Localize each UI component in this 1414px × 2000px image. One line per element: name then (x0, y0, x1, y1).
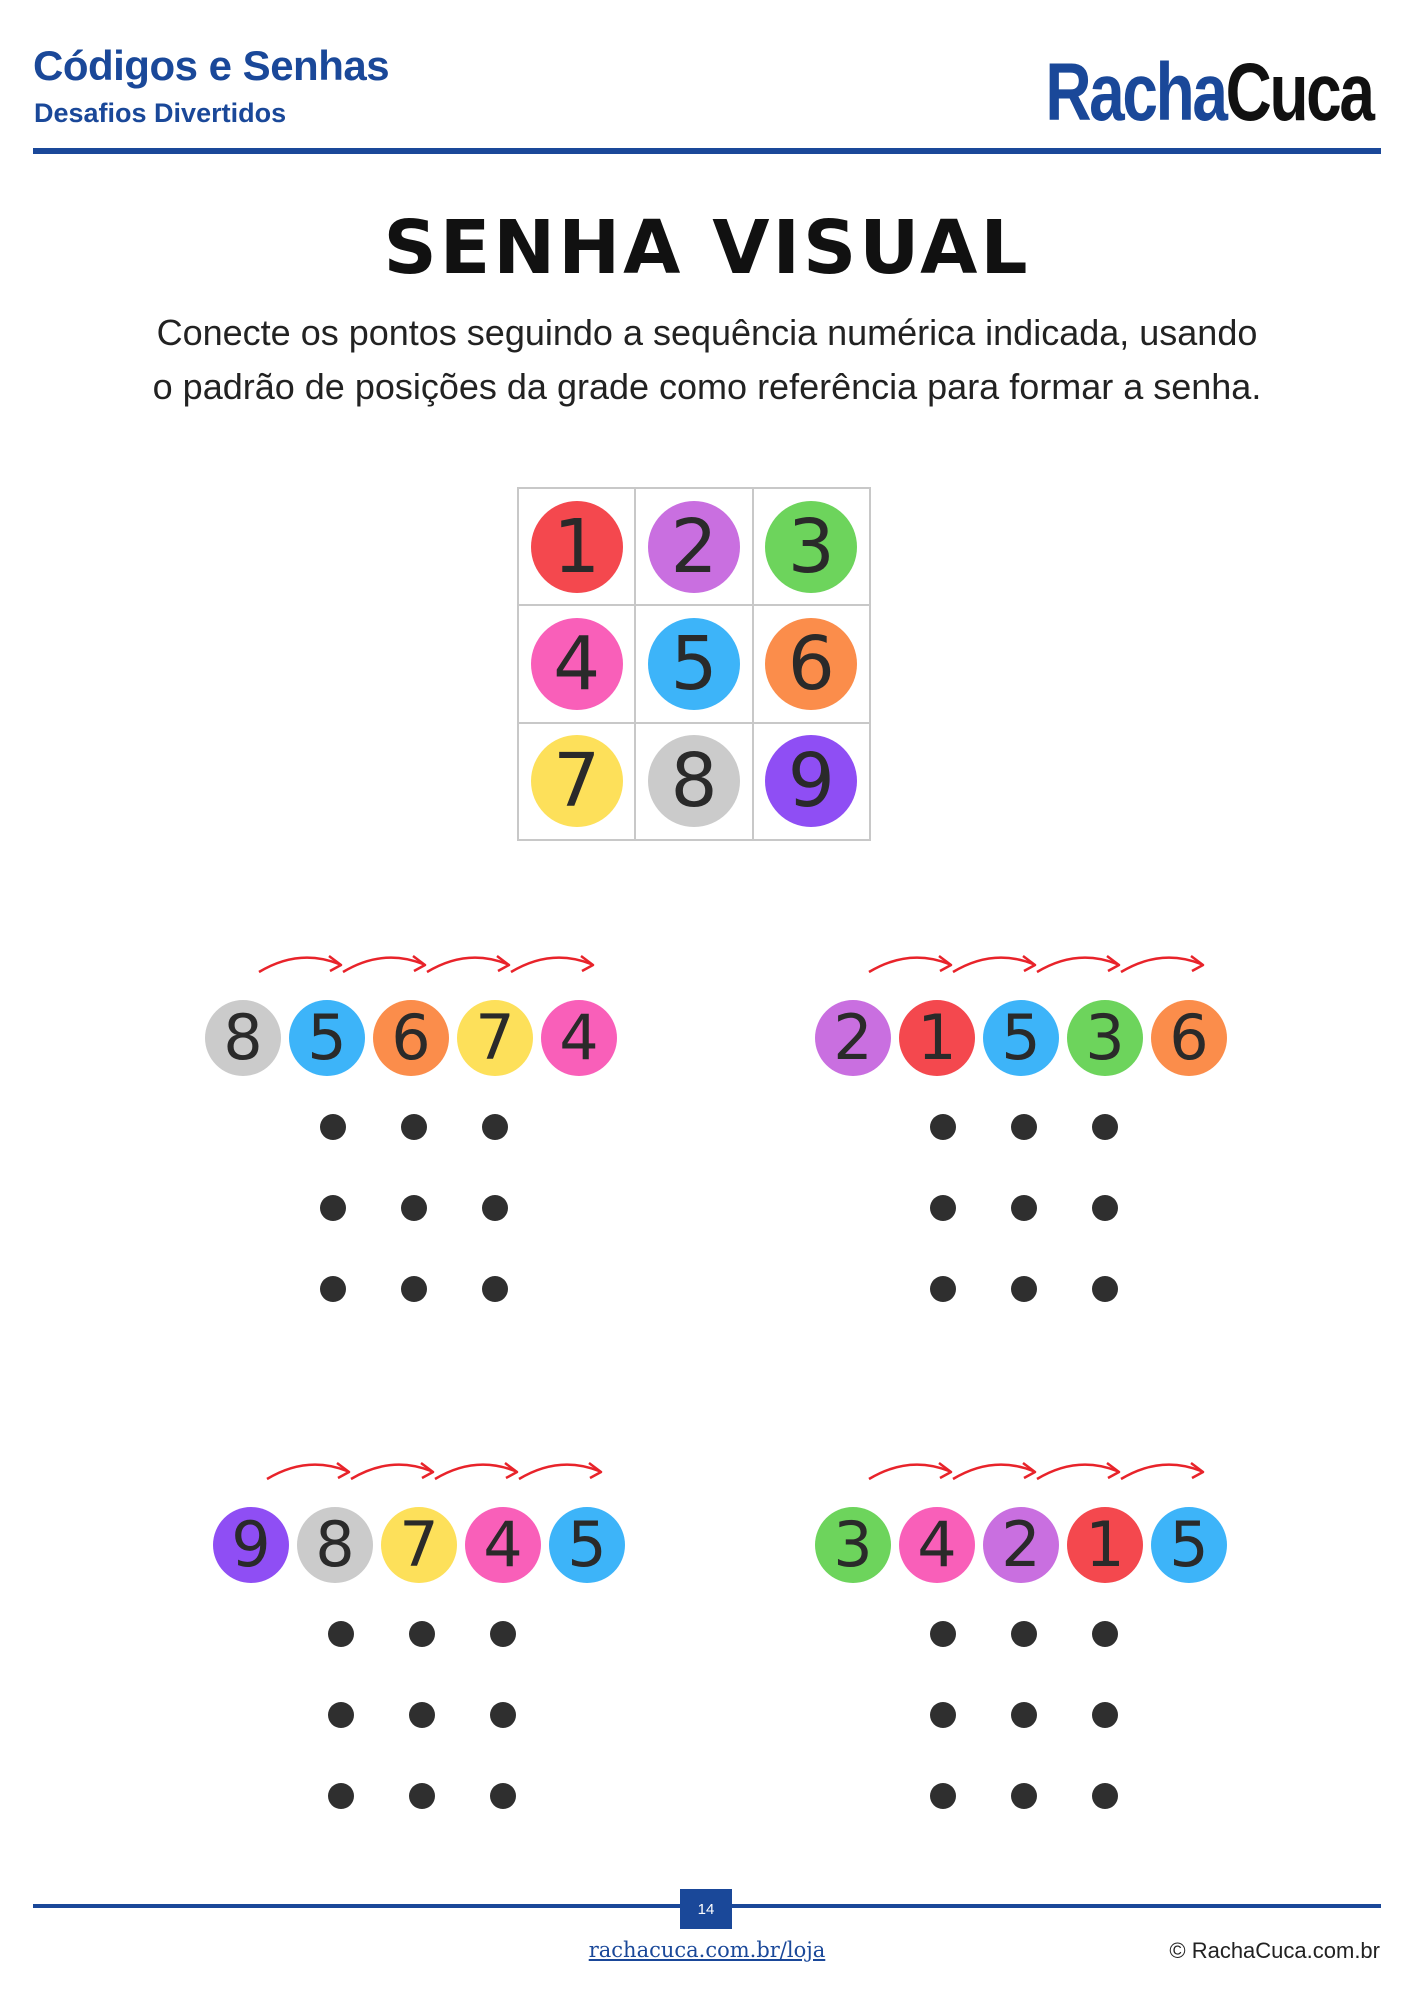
grid-number-circle: 4 (531, 618, 623, 710)
connect-dot[interactable] (320, 1114, 346, 1140)
sequence-number: 5 (1151, 1507, 1227, 1583)
connect-dot[interactable] (490, 1702, 516, 1728)
grid-cell-7 (518, 723, 635, 840)
connect-dot[interactable] (409, 1783, 435, 1809)
arrow-icon (869, 1465, 949, 1479)
arrow-icon (1121, 1465, 1201, 1479)
connect-dot[interactable] (490, 1621, 516, 1647)
connect-dot[interactable] (930, 1702, 956, 1728)
connect-dot[interactable] (930, 1783, 956, 1809)
sequence-row (205, 942, 905, 1082)
arrow-icon (343, 958, 423, 972)
sequence-number: 4 (899, 1507, 975, 1583)
grid-cell-6 (753, 605, 870, 722)
connect-dot[interactable] (1011, 1621, 1037, 1647)
arrow-icon (953, 958, 1033, 972)
arrow-icon (427, 958, 507, 972)
reference-grid (517, 487, 871, 841)
arrow-icon (267, 1465, 347, 1479)
connect-dot[interactable] (328, 1702, 354, 1728)
sequence-arrows (213, 1449, 913, 1509)
connect-dot[interactable] (401, 1195, 427, 1221)
sequence-number: 1 (1067, 1507, 1143, 1583)
sequence-number: 3 (815, 1507, 891, 1583)
puzzle-4 (815, 1449, 1414, 1889)
instructions (0, 306, 1414, 414)
sequence-number: 3 (1067, 1000, 1143, 1076)
arrow-icon (351, 1465, 431, 1479)
sequence-number: 4 (465, 1507, 541, 1583)
arrow-icon (1037, 958, 1117, 972)
arrow-icon (1121, 958, 1201, 972)
grid-number-circle: 8 (648, 735, 740, 827)
arrow-icon (259, 958, 339, 972)
connect-dot[interactable] (1092, 1276, 1118, 1302)
connect-dot[interactable] (1092, 1702, 1118, 1728)
connect-dot[interactable] (930, 1276, 956, 1302)
sequence-number: 8 (297, 1507, 373, 1583)
connect-dot[interactable] (930, 1114, 956, 1140)
connect-dot[interactable] (320, 1276, 346, 1302)
grid-cell-9 (753, 723, 870, 840)
sequence-number: 7 (381, 1507, 457, 1583)
connect-dot[interactable] (1092, 1114, 1118, 1140)
sequence-number: 5 (289, 1000, 365, 1076)
arrow-icon (1037, 1465, 1117, 1479)
sequence-number: 6 (373, 1000, 449, 1076)
sequence-number: 6 (1151, 1000, 1227, 1076)
header-subtitle: Desafios Divertidos (34, 98, 287, 128)
connect-dot[interactable] (1011, 1195, 1037, 1221)
connect-dot[interactable] (401, 1276, 427, 1302)
connect-dot[interactable] (320, 1195, 346, 1221)
connect-dot[interactable] (482, 1195, 508, 1221)
sequence-number: 4 (541, 1000, 617, 1076)
grid-cell-2 (635, 488, 752, 605)
sequence-number: 8 (205, 1000, 281, 1076)
sequence-number: 5 (549, 1507, 625, 1583)
connect-dot[interactable] (1011, 1702, 1037, 1728)
grid-cell-3 (753, 488, 870, 605)
sequence-number: 1 (899, 1000, 975, 1076)
grid-number-circle: 5 (648, 618, 740, 710)
grid-number-circle: 2 (648, 501, 740, 593)
puzzle-1 (205, 942, 905, 1382)
sequence-row (213, 1449, 913, 1589)
sequence-arrows (815, 1449, 1414, 1509)
connect-dot[interactable] (1092, 1783, 1118, 1809)
logo-part-cuca: Cuca (1225, 47, 1373, 138)
connect-dot[interactable] (409, 1621, 435, 1647)
connect-dot[interactable] (482, 1276, 508, 1302)
connect-dot[interactable] (490, 1783, 516, 1809)
connect-dot[interactable] (1092, 1621, 1118, 1647)
grid-cell-1 (518, 488, 635, 605)
puzzle-2 (815, 942, 1414, 1382)
logo-part-racha: Racha (1045, 47, 1226, 138)
grid-cell-4 (518, 605, 635, 722)
sequence-arrows (815, 942, 1414, 1002)
connect-dot[interactable] (482, 1114, 508, 1140)
copyright-text: © RachaCuca.com.br (1169, 1938, 1380, 1963)
sequence-number: 2 (983, 1507, 1059, 1583)
grid-number-circle: 9 (765, 735, 857, 827)
header-divider (33, 148, 1381, 154)
connect-dot[interactable] (930, 1621, 956, 1647)
instructions-line-2: o padrão de posições da grade como referência para formar a senha. (152, 366, 1262, 407)
connect-dot[interactable] (1011, 1276, 1037, 1302)
grid-cell-8 (635, 723, 752, 840)
puzzle-3 (213, 1449, 913, 1889)
sequence-number: 5 (983, 1000, 1059, 1076)
sequence-number: 9 (213, 1507, 289, 1583)
rachacuca-logo[interactable] (1045, 34, 1373, 138)
instructions-line-1: Conecte os pontos seguindo a sequência numérica indicada, usando (156, 312, 1258, 353)
header-title: Códigos e Senhas (33, 42, 390, 89)
sequence-row (815, 942, 1414, 1082)
grid-number-circle: 6 (765, 618, 857, 710)
arrow-icon (511, 958, 591, 972)
page-number: 14 (680, 1889, 732, 1929)
connect-dot[interactable] (1092, 1195, 1118, 1221)
connect-dot[interactable] (328, 1783, 354, 1809)
arrow-icon (869, 958, 949, 972)
sequence-arrows (205, 942, 905, 1002)
connect-dot[interactable] (1011, 1783, 1037, 1809)
grid-number-circle: 3 (765, 501, 857, 593)
connect-dot[interactable] (1011, 1114, 1037, 1140)
connect-dot[interactable] (401, 1114, 427, 1140)
arrow-icon (953, 1465, 1033, 1479)
connect-dot[interactable] (328, 1621, 354, 1647)
arrow-icon (435, 1465, 515, 1479)
sequence-number: 7 (457, 1000, 533, 1076)
connect-dot[interactable] (409, 1702, 435, 1728)
grid-number-circle: 1 (531, 501, 623, 593)
page-title: SENHA VISUAL (383, 205, 1031, 291)
sequence-number: 2 (815, 1000, 891, 1076)
arrow-icon (519, 1465, 599, 1479)
connect-dot[interactable] (930, 1195, 956, 1221)
store-link[interactable]: rachacuca.com.br/loja (588, 1938, 826, 1962)
sequence-row (815, 1449, 1414, 1589)
grid-cell-5 (635, 605, 752, 722)
grid-number-circle: 7 (531, 735, 623, 827)
